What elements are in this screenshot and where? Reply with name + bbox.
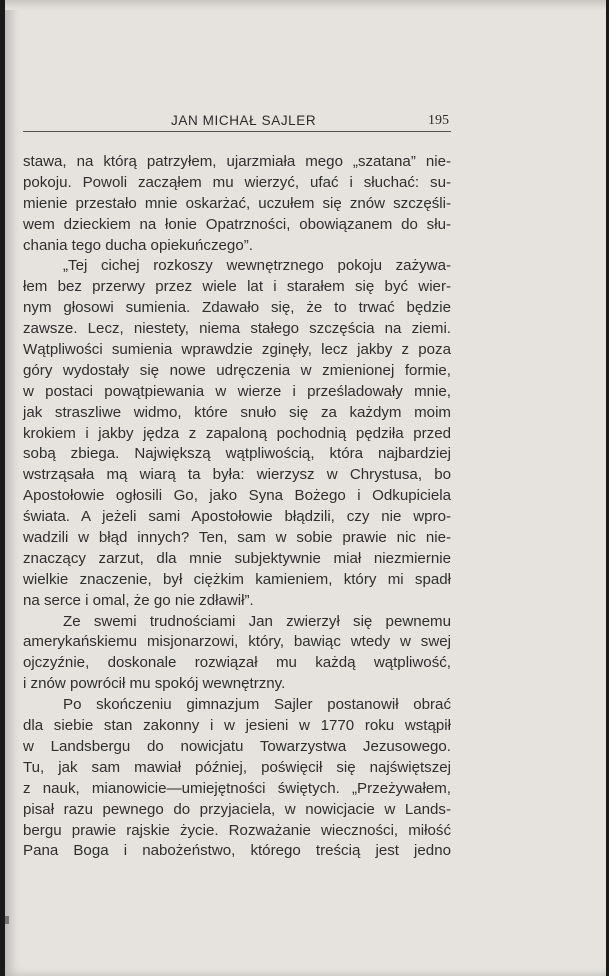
page-number: 195 [428, 113, 449, 128]
text-line: dla siebie stan zakonny i w jesieni w 1770 roku wstąpił [23, 717, 451, 735]
text-line: krokiem i jakby jędza z zapaloną pochodnią pędziła przed [23, 424, 451, 442]
text-line: wem dzieckiem na łonie Opatrzności, obowiązanem do słu- [23, 215, 451, 233]
text-line: Pana Boga i nabożeństwo, którego treścią jest jedno [23, 842, 451, 860]
running-title: JAN MICHAŁ SAJLER [171, 113, 317, 128]
text-line: wielkie znaczenie, był ciężkim kamieniem, który mi spadł [23, 570, 451, 588]
text-line: góry wydostały się nowe udręczenia w zmienionej formie, [23, 361, 451, 379]
text-line: pokoju. Powoli zacząłem mu wierzyć, ufać i słuchać: su- [23, 173, 451, 191]
text-line: ojczyźnie, doskonale rozwiązał mu każdą wątpliwość, [23, 654, 451, 672]
text-line: mienie przestało mnie oskarżać, uczułem się znów szczęśli- [23, 194, 451, 212]
margin-mark [5, 916, 9, 924]
text-line: znaczący zarzut, dla mnie subjektywnie miał niezmiernie [23, 549, 451, 567]
text-line: bergu prawie rajskie życie. Rozważanie wieczności, miłość [23, 821, 451, 839]
text-line: w postaci powątpiewania w wierze i prześladowały mnie, [23, 382, 451, 400]
page-top-edge [5, 0, 609, 10]
text-line: łem bez przerwy przez wiele lat i starałem się być wier- [23, 278, 451, 296]
text-line: Wątpliwości sumienia wprawdzie zginęły, lecz jakby z poza [23, 341, 451, 359]
text-line: Tu, jak sam mawiał później, poświęcił się najświętszej [23, 758, 451, 776]
text-line: Ze swemi trudnościami Jan zwierzył się pewnemu [63, 612, 451, 630]
body-text [23, 152, 451, 862]
text-line: amerykańskiemu misjonarzowi, który, bawiąc wtedy w swej [23, 633, 451, 651]
page-header [23, 113, 451, 132]
text-line: w Landsbergu do nowicjatu Towarzystwa Jezusowego. [23, 737, 451, 755]
text-line: na serce i omal, że go nie zdławił”. [23, 591, 254, 609]
text-line: „Tej cichej rozkoszy wewnętrznego pokoju zażywa- [63, 257, 451, 275]
text-line: wstrząsała mą wiarą ta była: wierzysz w Chrystusa, bo [23, 466, 451, 484]
text-line: Po skończeniu gimnazjum Sajler postanowił obrać [63, 696, 451, 714]
text-line: stawa, na którą patrzyłem, ujarzmiała mego „szatana” nie- [23, 153, 451, 170]
text-line: i znów powrócił mu spokój wewnętrzny. [23, 675, 286, 693]
text-line: jak straszliwe widmo, które snuło się za każdym moim [23, 403, 451, 421]
text-line: Apostołowie ogłosili Go, jako Syna Bożego i Odkupiciela [23, 487, 451, 505]
text-line: nym głosowi sumienia. Zdawało się, że to trwać będzie [23, 299, 451, 317]
text-line: wadzili w błąd innych? Ten, sam w sobie prawie nic nie- [23, 529, 451, 547]
text-line: sobą zbiega. Największą wątpliwością, która najbardziej [23, 445, 451, 463]
text-line: z nauk, mianowicie—umiejętności świętych. „Przeżywałem, [23, 779, 451, 797]
text-line: chania tego ducha opiekuńczego”. [23, 236, 253, 254]
text-line: zawsze. Lecz, niestety, niema stałego szczęścia na ziemi. [23, 320, 451, 338]
text-line: świata. A jeżeli sami Apostołowie błądzili, czy nie wpro- [23, 508, 451, 526]
text-line: pisał razu pewnego do przyjaciela, w nowicjacie w Lands- [23, 800, 451, 818]
book-page [5, 0, 609, 976]
